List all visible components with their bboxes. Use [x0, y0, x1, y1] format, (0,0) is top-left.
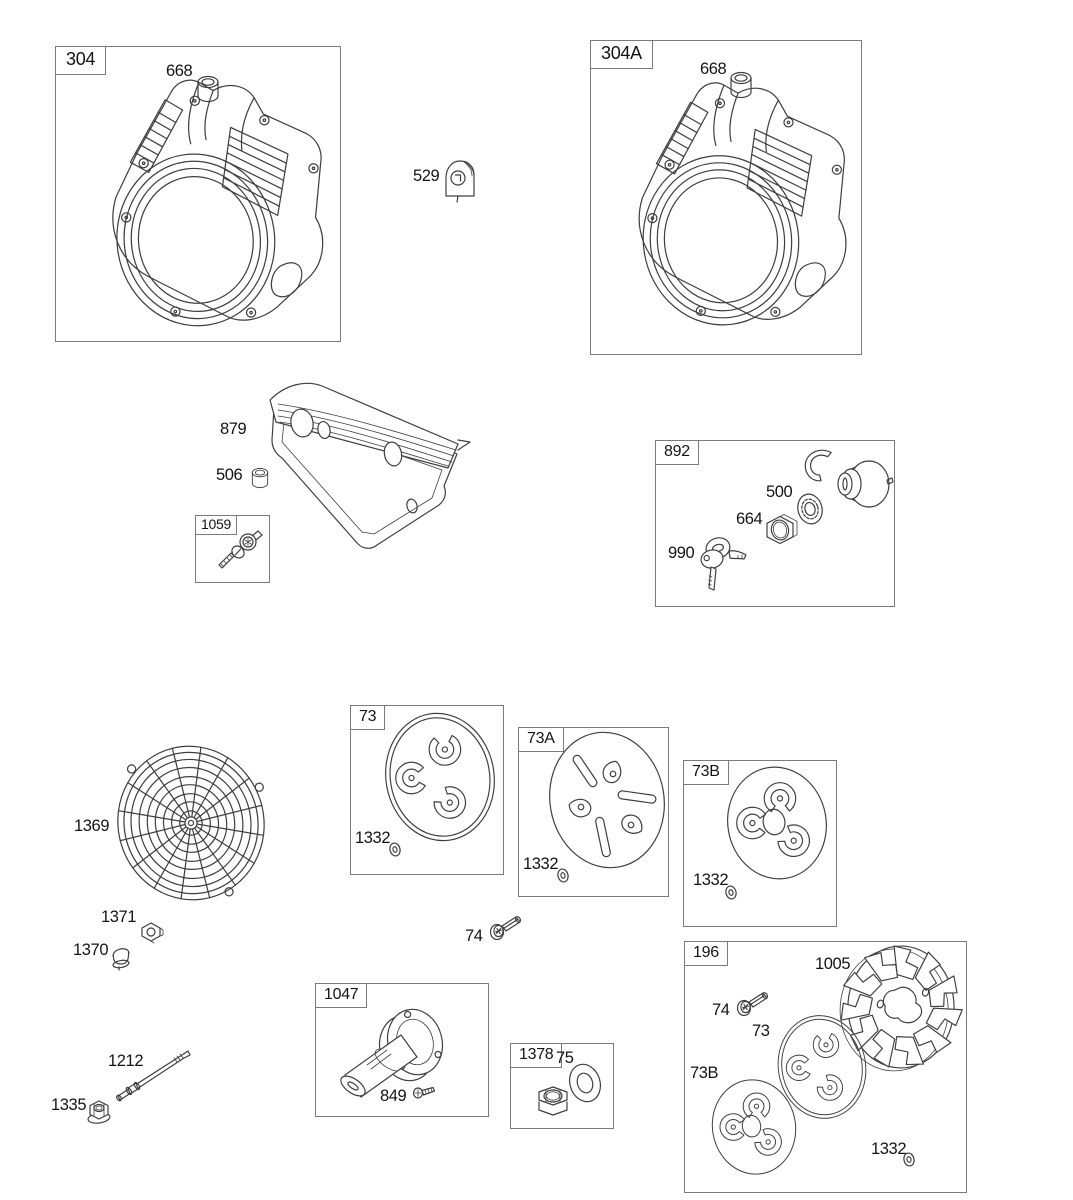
- part-label-74-196: 74: [712, 1001, 730, 1019]
- part-label-1370: 1370: [73, 941, 109, 959]
- group-label-73-text: 73: [359, 708, 377, 725]
- part-label-1335: 1335: [51, 1096, 87, 1114]
- part-label-1212: 1212: [108, 1052, 144, 1070]
- fan-guard-1369-sketch: [112, 742, 270, 904]
- blower-housing-sketch-304a: [602, 58, 854, 342]
- flange-nut-1335-sketch: [86, 1100, 114, 1126]
- group-label-892-text: 892: [664, 443, 690, 460]
- hex-nut-1378-sketch: [534, 1084, 574, 1122]
- keys-990-sketch: [698, 532, 753, 594]
- part-label-1332-73a: 1332: [523, 855, 559, 873]
- group-label-1059-text: 1059: [201, 516, 231, 532]
- ignition-switch-892-sketch: [831, 458, 891, 510]
- group-label-304-text: 304: [66, 49, 96, 69]
- group-label-1059: [195, 515, 237, 535]
- part-label-668-right: 668: [700, 60, 727, 78]
- group-label-304a-text: 304A: [601, 43, 642, 63]
- part-label-506: 506: [216, 466, 243, 484]
- group-label-73b: [683, 760, 729, 785]
- group-label-73a-text: 73A: [527, 730, 555, 747]
- screw-74-196-sketch: [736, 986, 770, 1018]
- screw-849-sketch: [413, 1084, 437, 1102]
- hex-nut-664-sketch: [763, 509, 799, 549]
- part-label-1371: 1371: [101, 908, 137, 926]
- group-label-1378: [510, 1043, 562, 1068]
- part-label-664: 664: [736, 510, 763, 528]
- part-label-849: 849: [380, 1087, 407, 1105]
- screw-1059-b-sketch: [214, 544, 246, 574]
- group-label-196-text: 196: [693, 944, 719, 961]
- group-label-196: [684, 941, 728, 966]
- part-label-73b-196: 73B: [690, 1064, 719, 1082]
- part-label-1005: 1005: [815, 955, 851, 973]
- pulley-plate-73-sketch: [383, 710, 497, 844]
- blower-housing-sketch-304: [74, 66, 332, 332]
- plug-668-sketch-right: [728, 70, 754, 100]
- part-label-1332-196: 1332: [871, 1140, 907, 1158]
- group-label-1047-text: 1047: [324, 986, 359, 1003]
- part-label-1332-73b: 1332: [693, 871, 729, 889]
- group-label-73b-text: 73B: [692, 763, 720, 780]
- retainer-clip-892-sketch: [803, 446, 833, 482]
- group-label-73: [350, 705, 385, 730]
- part-label-879: 879: [220, 420, 247, 438]
- group-label-1378-text: 1378: [519, 1046, 554, 1063]
- part-label-500: 500: [766, 483, 793, 501]
- part-label-668-left: 668: [166, 62, 193, 80]
- part-label-990: 990: [668, 544, 695, 562]
- part-label-73-196: 73: [752, 1022, 770, 1040]
- screw-74-center-sketch: [489, 910, 523, 942]
- spacer-1371-sketch: [140, 920, 164, 946]
- group-label-892: [655, 440, 699, 465]
- pulley-plate-73b-sketch: [724, 764, 830, 882]
- washer-1332-sketch-73: [389, 842, 401, 857]
- part-label-1332-73: 1332: [355, 829, 391, 847]
- part-label-75: 75: [556, 1049, 574, 1067]
- push-nut-1370-sketch: [110, 946, 134, 970]
- part-label-1369: 1369: [74, 817, 110, 835]
- pulley-plate-73b-196-sketch: [710, 1075, 798, 1179]
- part-label-74-center: 74: [465, 927, 483, 945]
- cylinder-shield-879-sketch: [262, 378, 474, 560]
- pulley-plate-73a-sketch: [547, 729, 667, 871]
- part-label-529: 529: [413, 167, 440, 185]
- bushing-506-sketch: [250, 464, 270, 492]
- plug-668-sketch-left: [195, 74, 221, 104]
- grommet-529-sketch: [441, 158, 479, 202]
- washer-1332-sketch-73a: [557, 868, 569, 883]
